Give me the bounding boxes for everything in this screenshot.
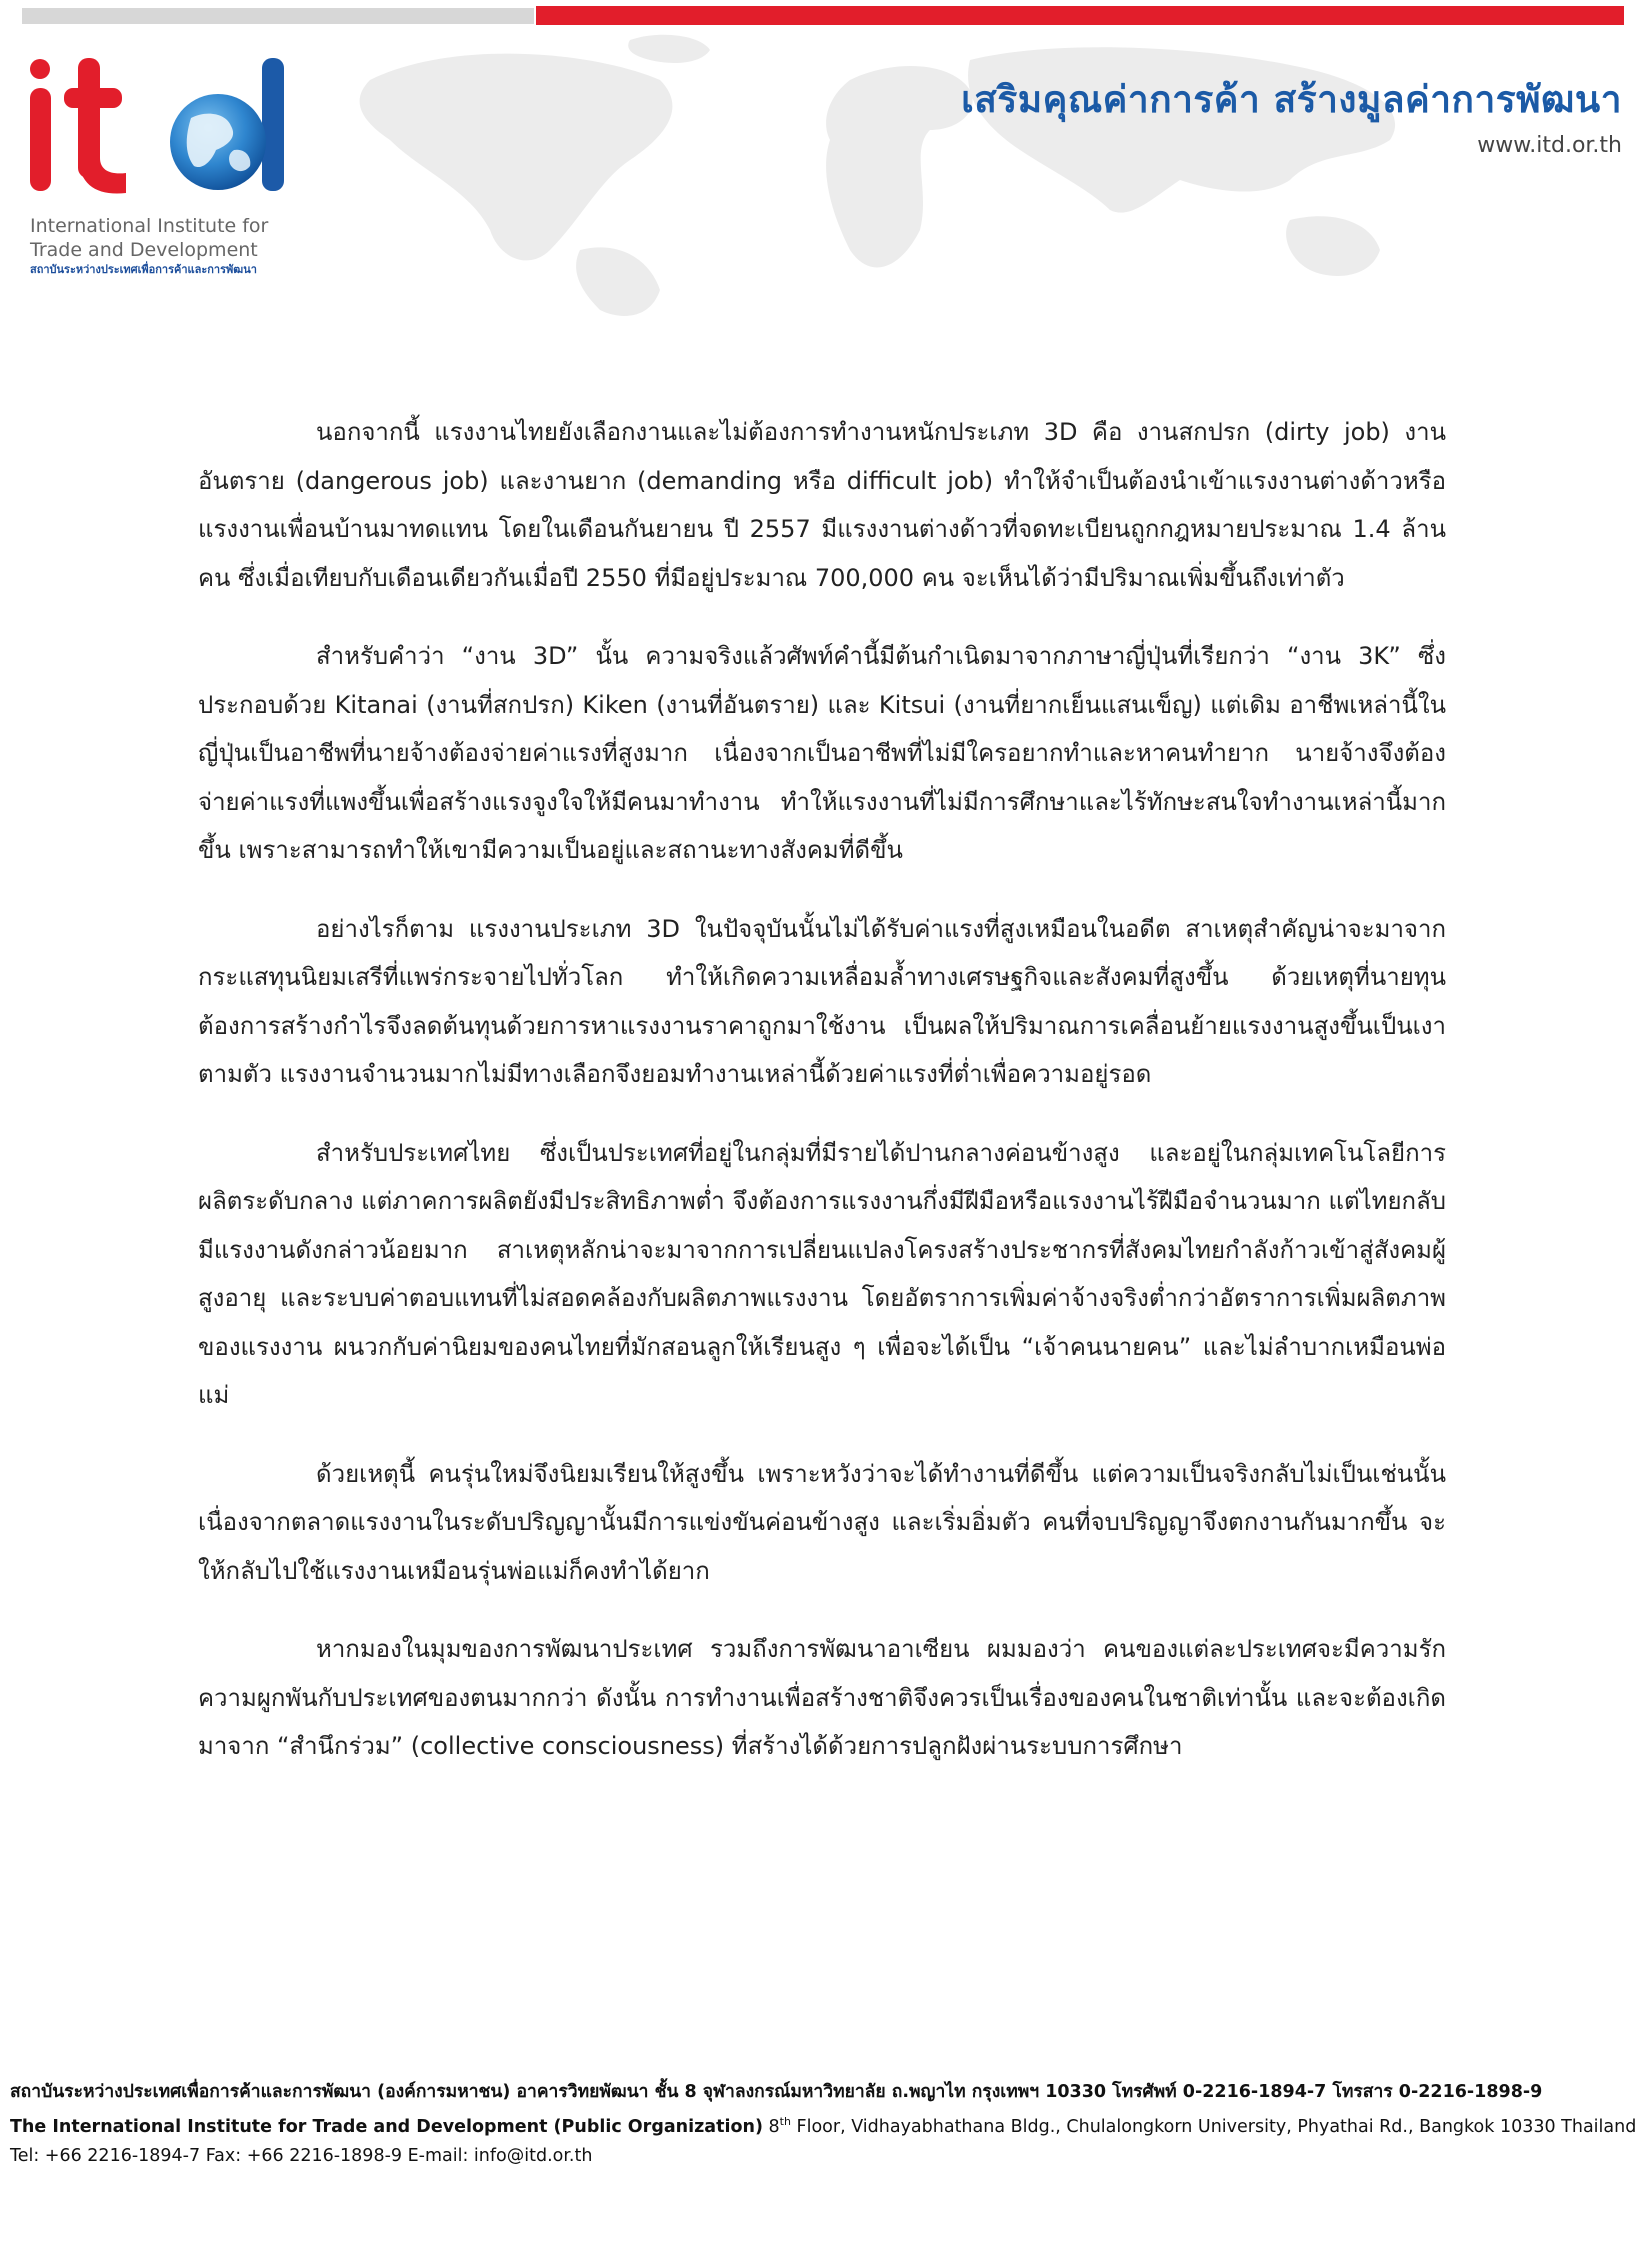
header-slogan-block — [961, 70, 1622, 158]
article-body — [198, 408, 1446, 1801]
world-map-watermark — [330, 20, 1630, 320]
org-name-en-line1: International Institute for — [30, 215, 269, 237]
paragraph: ด้วยเหตุนี้ คนรุ่นใหม่จึงนิยมเรียนให้สูงขึ้น เพราะหวังว่าจะได้ทำงานที่ดีขึ้น แต่ความเป็นจริงกลับไม่เป็นเช่นนั้น เนื่องจากตลาดแรงงานในระดับปริญญานั้นมีการแข่งขันค่อนข้างสูง และเริ่มอิ่มตัว คนที่จบปริญญาจึงตกงานกันมากขึ้น จะให้กลับไปใช้แรงงานเหมือนรุ่นพ่อแม่ก็คงทำได้ยาก — [198, 1459, 1446, 1585]
paragraph: นอกจากนี้ แรงงานไทยยังเลือกงานและไม่ต้องการทำงานหนักประเภท 3D คือ งานสกปรก (dirty job) งานอันตราย (dangerous job) และงานยาก (demanding หรือ difficult job) ทำให้จำเป็นต้องนำเข้าแรงงานต่างด้าวหรือแรงงานเพื่อนบ้านมาทดแทน โดยในเดือนกันยายน ปี 2557 มีแรงงานต่างด้าวที่จดทะเบียนถูกกฎหมายประมาณ 1.4 ล้านคน ซึ่งเมื่อเทียบกับเดือนเดียวกันเมื่อปี 2550 ที่มีอยู่ประมาณ 700,000 คน จะเห็นได้ว่ามีปริมาณเพิ่มขึ้นถึงเท่าตัว — [198, 418, 1446, 592]
footer-floor-number: 8 — [768, 2116, 780, 2137]
website-link[interactable]: www.itd.or.th — [1477, 133, 1622, 158]
paragraph: หากมองในมุมของการพัฒนาประเทศ รวมถึงการพัฒนาอาเซียน ผมมองว่า คนของแต่ละประเทศจะมีความรักความผูกพันกับประเทศของตนมากกว่า ดังนั้น การทำงานเพื่อสร้างชาติจึงควรเป็นเรื่องของคนในชาติเท่านั้น และจะต้องเกิดมาจาก “สำนึกร่วม” (collective consciousness) ที่สร้างได้ด้วยการปลูกฝังผ่านระบบการศึกษา — [198, 1635, 1446, 1760]
footer-org-name-en: The International Institute for Trade and Development (Public Organization) — [10, 2116, 763, 2137]
footer-floor-suffix: th — [779, 2115, 791, 2128]
paragraph: อย่างไรก็ตาม แรงงานประเภท 3D ในปัจจุบันนั้นไม่ได้รับค่าแรงที่สูงเหมือนในอดีต สาเหตุสำคัญน่าจะมาจากกระแสทุนนิยมเสรีที่แพร่กระจายไปทั่วโลก ทำให้เกิดความเหลื่อมล้ำทางเศรษฐกิจและสังคมที่สูงขึ้น ด้วยเหตุที่นายทุนต้องการสร้างกำไรจึงลดต้นทุนด้วยการหาแรงงานราคาถูกมาใช้งาน เป็นผลให้ปริมาณการเคลื่อนย้ายแรงงานสูงขึ้นเป็นเงาตามตัว แรงงานจำนวนมากไม่มีทางเลือกจึงยอมทำงานเหล่านี้ด้วยค่าแรงที่ต่ำเพื่อความอยู่รอด — [198, 914, 1446, 1088]
footer-address-en — [10, 2107, 1640, 2142]
slogan: เสริมคุณค่าการค้า สร้างมูลค่าการพัฒนา — [961, 78, 1622, 121]
org-name-th: สถาบันระหว่างประเทศเพื่อการค้าและการพัฒนา — [30, 263, 257, 276]
footer-address-detail: Floor, Vidhayabhathana Bldg., Chulalongkorn University, Phyathai Rd., Bangkok 10330 Thailand — [790, 2116, 1637, 2137]
paragraph: สำหรับคำว่า “งาน 3D” นั้น ความจริงแล้วศัพท์คำนี้มีต้นกำเนิดมาจากภาษาญี่ปุ่นที่เรียกว่า “งาน 3K” ซึ่งประกอบด้วย Kitanai (งานที่สกปรก) Kiken (งานที่อันตราย) และ Kitsui (งานที่ยากเย็นแสนเข็ญ) แต่เดิม อาชีพเหล่านี้ในญี่ปุ่นเป็นอาชีพที่นายจ้างต้องจ่ายค่าแรงที่สูงมาก เนื่องจากเป็นอาชีพที่ไม่มีใครอยากทำและหาคนทำยาก นายจ้างจึงต้องจ่ายค่าแรงที่แพงขึ้นเพื่อสร้างแรงจูงใจให้มีคนมาทำงาน ทำให้แรงงานที่ไม่มีการศึกษาและไร้ทักษะสนใจทำงานเหล่านี้มากขึ้น เพราะสามารถทำให้เขามีความเป็นอยู่และสถานะทางสังคมที่ดีขึ้น — [198, 642, 1446, 864]
itd-logo — [26, 58, 296, 198]
paragraph: สำหรับประเทศไทย ซึ่งเป็นประเทศที่อยู่ในกลุ่มที่มีรายได้ปานกลางค่อนข้างสูง และอยู่ในกลุ่มเทคโนโลยีการผลิตระดับกลาง แต่ภาคการผลิตยังมีประสิทธิภาพต่ำ จึงต้องการแรงงานกึ่งมีฝีมือหรือแรงงานไร้ฝีมือจำนวนมาก แต่ไทยกลับมีแรงงานดังกล่าวน้อยมาก สาเหตุหลักน่าจะมาจากการเปลี่ยนแปลงโครงสร้างประชากรที่สังคมไทยกำลังก้าวเข้าสู่สังคมผู้สูงอายุ และระบบค่าตอบแทนที่ไม่สอดคล้องกับผลิตภาพแรงงาน โดยอัตราการเพิ่มค่าจ้างจริงต่ำกว่าอัตราการเพิ่มผลิตภาพของแรงงาน ผนวกกับค่านิยมของคนไทยที่มักสอนลูกให้เรียนสูง ๆ เพื่อจะได้เป็น “เจ้าคนนายคน” และไม่ลำบากเหมือนพ่อแม่ — [198, 1138, 1447, 1409]
org-name-en-line2: Trade and Development — [30, 239, 258, 261]
footer-address-th: สถาบันระหว่างประเทศเพื่อการค้าและการพัฒนา (องค์การมหาชน) อาคารวิทยพัฒนา ชั้น 8 จุฬาลงกรณ์มหาวิทยาลัย ถ.พญาไท กรุงเทพฯ 10330 โทรศัพท์ 0-2216-1894-7 โทรสาร 0-2216-1898-9 — [10, 2082, 1543, 2102]
page-footer — [10, 2078, 1640, 2171]
footer-contact: Tel: +66 2216-1894-7 Fax: +66 2216-1898-9 E-mail: info@itd.or.th — [10, 2145, 593, 2166]
logo-text-block — [30, 214, 330, 278]
